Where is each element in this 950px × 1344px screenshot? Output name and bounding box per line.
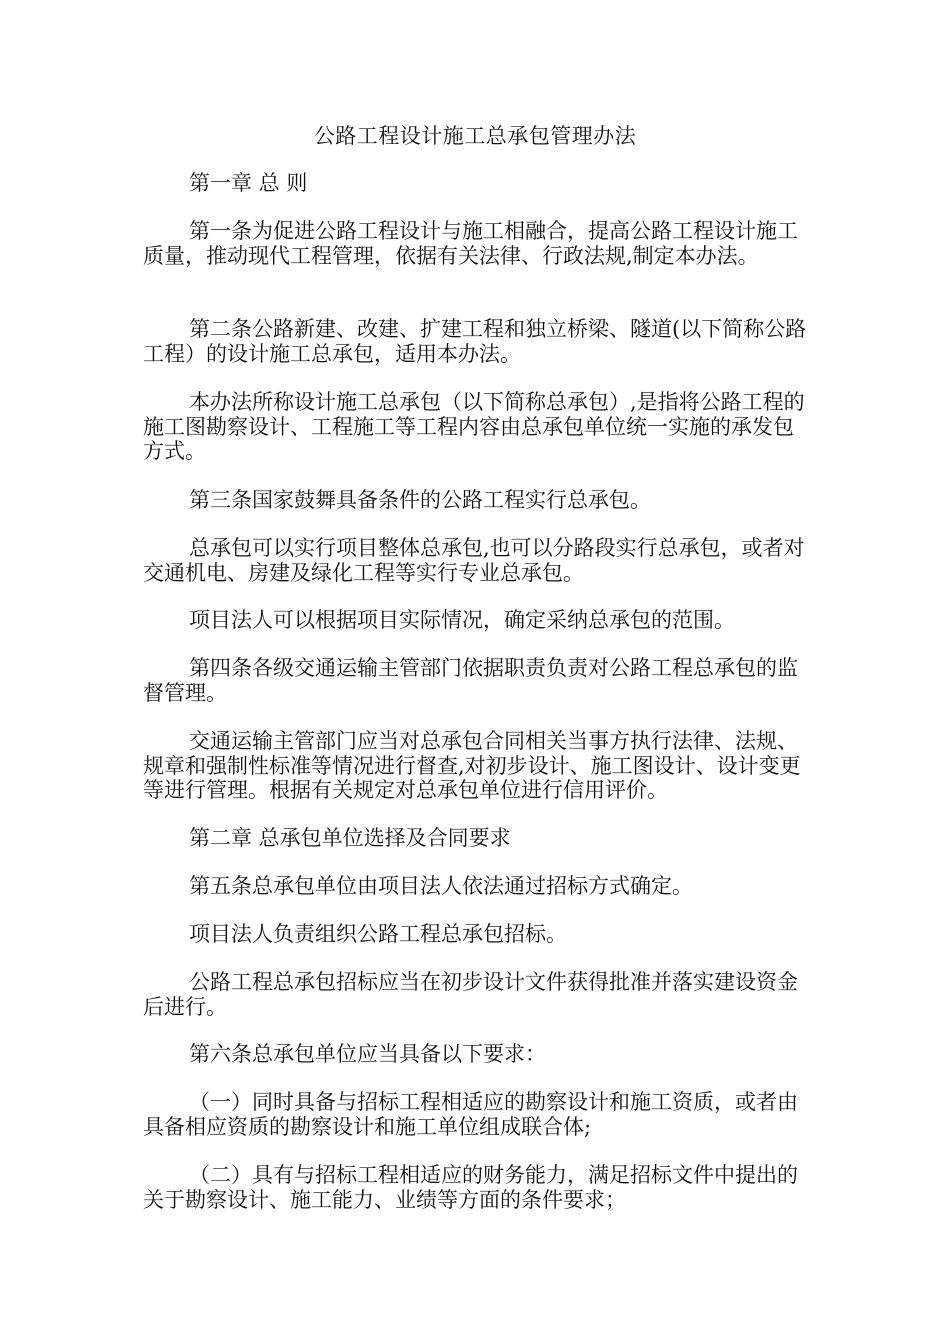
paragraph: 第四条各级交通运输主管部门依据职责负责对公路工程总承包的监督管理。 bbox=[143, 656, 798, 705]
paragraph: （二）具有与招标工程相适应的财务能力，满足招标文件中提出的关于勘察设计、施工能力、业绩等方面的条件要求； bbox=[143, 1163, 798, 1212]
paragraph: 第三条国家鼓舞具备条件的公路工程实行总承包。 bbox=[189, 488, 651, 512]
paragraph: 第五条总承包单位由项目法人依法通过招标方式确定。 bbox=[189, 874, 693, 898]
paragraph: 第六条总承包单位应当具备以下要求： bbox=[189, 1042, 546, 1066]
paragraph: 交通运输主管部门应当对总承包合同相关当事方执行法律、法规、规章和强制性标准等情况进行督查,对初步设计、施工图设计、设计变更等进行管理。根据有关规定对总承包单位进行信用评价。 bbox=[143, 729, 801, 802]
document-title: 公路工程设计施工总承包管理办法 bbox=[313, 124, 637, 148]
paragraph: 第一条为促进公路工程设计与施工相融合，提高公路工程设计施工质量，推动现代工程管理，依据有关法律、行政法规,制定本办法。 bbox=[143, 219, 798, 268]
paragraph: 本办法所称设计施工总承包（以下简称总承包）,是指将公路工程的施工图勘察设计、工程施工等工程内容由总承包单位统一实施的承发包方式。 bbox=[143, 390, 805, 463]
chapter-heading: 第一章 总 则 bbox=[189, 171, 308, 195]
chapter-heading: 第二章 总承包单位选择及合同要求 bbox=[189, 826, 511, 850]
paragraph: 总承包可以实行项目整体总承包,也可以分路段实行总承包，或者对交通机电、房建及绿化工程等实行专业总承包。 bbox=[143, 536, 805, 585]
paragraph: （一）同时具备与招标工程相适应的勘察设计和施工资质，或者由具备相应资质的勘察设计和施工单位组成联合体; bbox=[143, 1090, 798, 1139]
paragraph: 项目法人负责组织公路工程总承包招标。 bbox=[189, 922, 567, 946]
paragraph: 第二条公路新建、改建、扩建工程和独立桥梁、隧道(以下简称公路工程）的设计施工总承包，适用本办法。 bbox=[143, 317, 807, 366]
paragraph: 公路工程总承包招标应当在初步设计文件获得批准并落实建设资金后进行。 bbox=[143, 970, 798, 1019]
paragraph: 项目法人可以根据项目实际情况，确定采纳总承包的范围。 bbox=[189, 608, 735, 632]
